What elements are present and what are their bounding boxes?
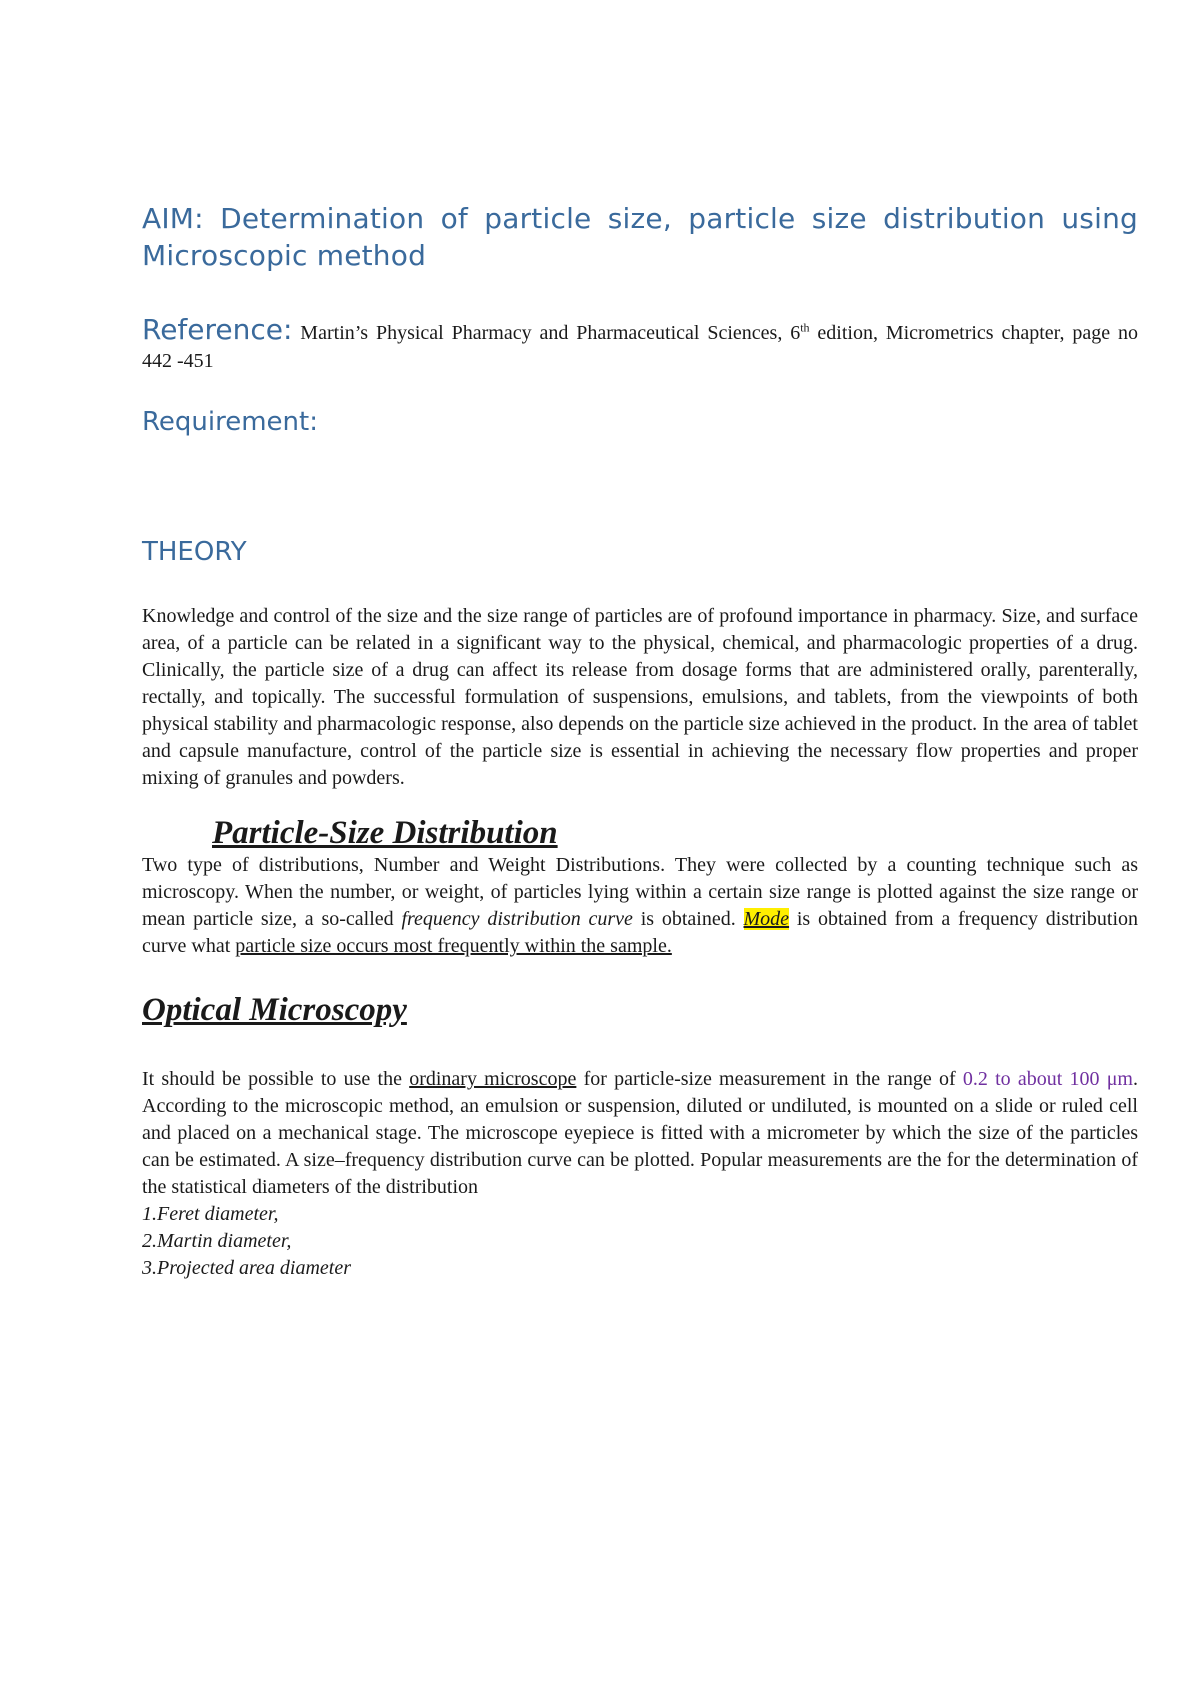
theory-heading: THEORY — [142, 537, 247, 567]
om-text-3: . According to the microscopic method, an emulsion or suspension, diluted or undiluted, is mounted on a slide or ruled cell and placed on a mechanical stage. The microscope eyepiece is fitted with a micrometer by which the size of the particles can be estimated. A size–frequency distribution curve can be plotted. Popular measurements are the for the determination of the statistical diameters of the distribution — [142, 1068, 1138, 1198]
om-text-2: for particle-size measurement in the range of — [576, 1068, 963, 1090]
reference-paragraph — [142, 313, 1139, 375]
size-range-text: 0.2 to about 100 μm — [962, 1068, 1133, 1090]
ordinary-microscope-term: ordinary microscope — [409, 1068, 577, 1090]
mode-highlight: Mode — [743, 908, 790, 930]
theory-paragraph: Knowledge and control of the size and the size range of particles are of profound importance in pharmacy. Size, and surface area, of a particle can be related in a significant way to the physical, chemical, and pharmacologic properties of a drug. Clinically, the particle size of a drug can affect its release from dosage forms that are administered orally, parenterally, rectally, and topically. The successful formulation of suspensions, emulsions, and tablets, from the viewpoints of both physical stability and pharmacologic response, also depends on the particle size achieved in the product. In the area of tablet and capsule manufacture, control of the particle size is essential in achieving the necessary flow properties and proper mixing of granules and powders. — [142, 605, 1138, 789]
list-item-martin-diameter: 2.Martin diameter, — [142, 1230, 292, 1252]
optical-microscopy-paragraph — [142, 1066, 1138, 1201]
reference-text-2: edition, Micrometrics chapter, page no 442 -451 — [142, 322, 1139, 372]
document-content — [142, 200, 1138, 1282]
psd-text-1: Two type of distributions, Number and Weight Distributions. They were collected by a counting technique such as microscopy. When the number, or weight, of particles lying within a certain size range is plotted against the size range or mean particle size, a so-called — [142, 854, 1138, 930]
reference-label: Reference: — [142, 313, 293, 346]
reference-text-1: Martin’s Physical Pharmacy and Pharmaceutical Sciences, 6 — [292, 322, 801, 344]
psd-underlined-text: particle size occurs most frequently within the sample. — [235, 935, 672, 957]
requirement-heading: Requirement: — [142, 407, 318, 437]
psd-text-3: is obtained from a frequency distribution curve what — [142, 908, 1138, 957]
list-item-feret-diameter: 1.Feret diameter, — [142, 1203, 279, 1225]
aim-heading: AIM: Determination of particle size, particle size distribution using Microscopic method — [142, 202, 1138, 272]
om-text-1: It should be possible to use the — [142, 1068, 410, 1090]
list-item-projected-area-diameter: 3.Projected area diameter — [142, 1257, 352, 1279]
psd-text-2: is obtained. — [632, 908, 744, 930]
particle-size-distribution-paragraph — [142, 852, 1138, 960]
optical-microscopy-heading: Optical Microscopy — [142, 992, 407, 1028]
particle-size-distribution-heading: Particle-Size Distribution — [212, 815, 558, 851]
frequency-distribution-curve-term: frequency distribution curve — [401, 908, 633, 930]
diameter-list — [142, 1201, 1138, 1282]
reference-superscript: th — [800, 320, 810, 335]
